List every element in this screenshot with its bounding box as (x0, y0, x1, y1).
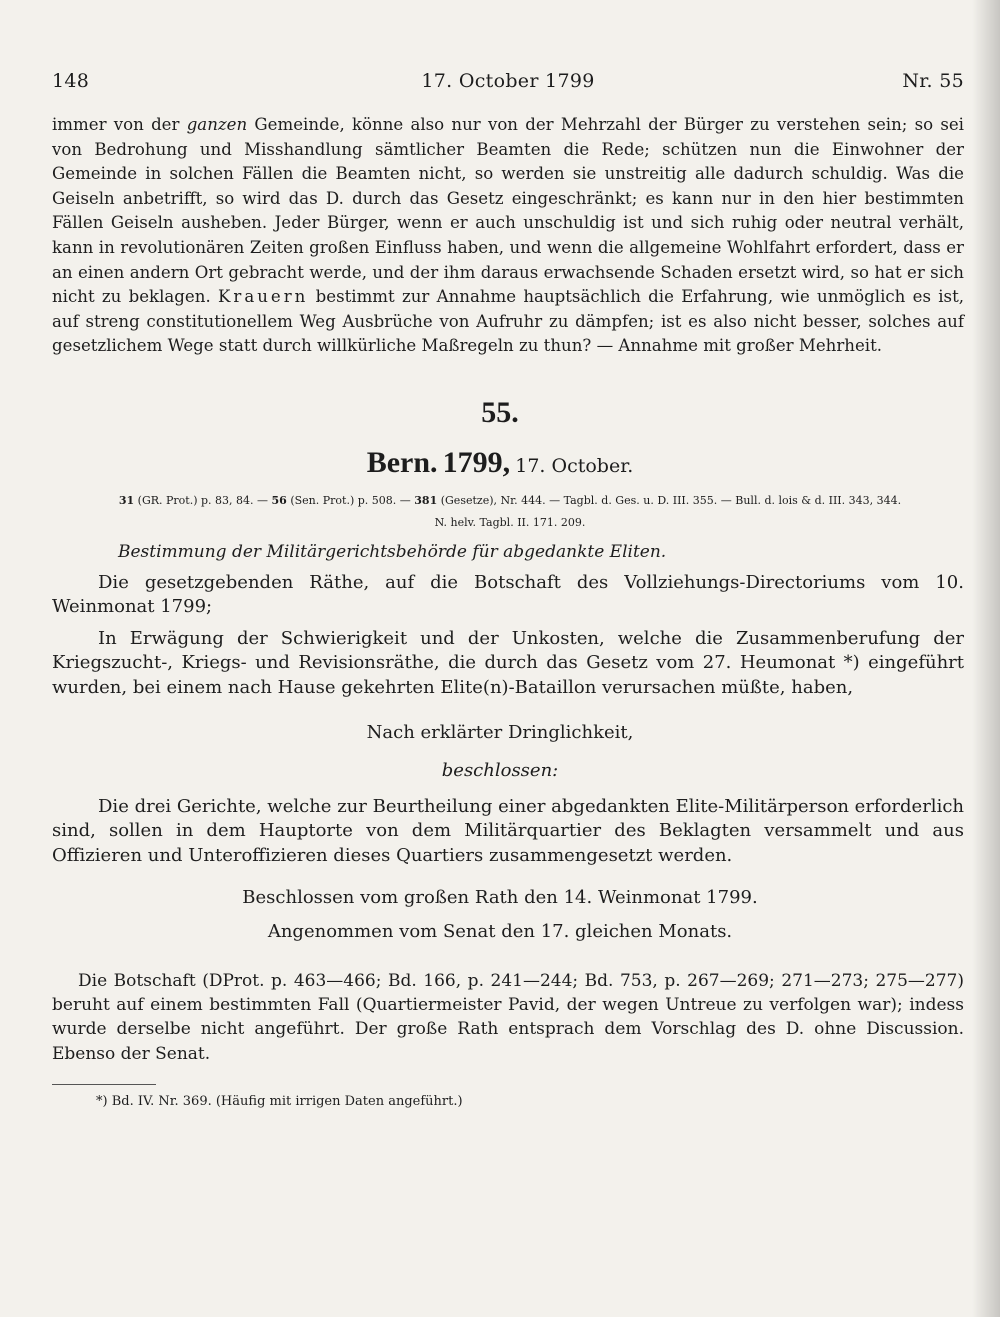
footnote-rule (52, 1084, 156, 1085)
header-date: 17. October 1799 (421, 70, 595, 92)
emphasis-ganzen: ganzen (186, 115, 248, 134)
section-title (0, 446, 1000, 480)
title-date: 17. October. (515, 455, 634, 477)
footnote: *) Bd. IV. Nr. 369. (Häufig mit irrigen Daten angeführt.) (96, 1094, 463, 1109)
header-number: Nr. 55 (902, 70, 964, 92)
ref-text: (GR. Prot.) p. 83, 84. — (134, 494, 272, 507)
references-line-1 (60, 490, 960, 512)
prior-text-paragraph (52, 113, 964, 359)
decree-paragraph-2: In Erwägung der Schwierigkeit und der Unkosten, welche die Zusammenberufung der Kriegszucht-, Kriegs- und Revisionsräthe, die durch das Gesetz vom 27. Heumonat *) eingeführt wurden, bei einem nach Hause gekehrten Elite(n)-Bataillon verursachen müßte, haben, (52, 628, 964, 698)
text-run: immer von der (52, 115, 187, 134)
ref-number: 31 (118, 494, 135, 507)
page-shadow-edge (972, 0, 1000, 1317)
ref-number: 381 (414, 494, 438, 507)
references-line-2: N. helv. Tagbl. II. 171. 209. (434, 516, 586, 529)
source-references (60, 490, 960, 534)
ref-number: 56 (271, 494, 287, 507)
decree-subject: Bestimmung der Militärgerichtsbehörde für abgedankte Eliten. (118, 542, 667, 562)
decree-paragraph-3: Die drei Gerichte, welche zur Beurtheilung einer abgedankten Elite-Militärperson erforderlich sind, sollen in dem Hauptorte von dem Militärquartier des Beklagten versammelt und aus Offizieren und Unteroffizieren dieses Quartiers zusammengesetzt werden. (52, 796, 964, 866)
title-year: 1799, (442, 446, 511, 479)
decree-paragraph-1: Die gesetzgebenden Räthe, auf die Botschaft des Vollziehungs-Directoriums vom 10. Weinmonat 1799; (52, 572, 964, 618)
running-header (52, 70, 964, 98)
resolved-line: beschlossen: (441, 760, 559, 781)
urgency-line: Nach erklärter Dringlichkeit, (366, 722, 634, 743)
editorial-note: Die Botschaft (DProt. p. 463—466; Bd. 166, p. 241—244; Bd. 753, p. 267—269; 271—273; 275—277) beruht auf einem bestimmten Fall (Quartiermeister Pavid, der wegen Untreue zu verfolgen war); indess wurde derselbe nicht angeführt. Der große Rath entsprach dem Vorschlag des D. ohne Discussion. Ebenso der Senat. (52, 971, 964, 1064)
accepted-line: Angenommen vom Senat den 17. gleichen Monats. (267, 921, 733, 942)
ref-text: (Sen. Prot.) p. 508. — (286, 494, 415, 507)
section-number: 55. (481, 396, 519, 429)
title-place: Bern. (366, 446, 438, 479)
passed-line: Beschlossen vom großen Rath den 14. Weinmonat 1799. (242, 887, 758, 908)
text-run: bestimmt zur Annahme hauptsächlich die Erfahrung, wie unmöglich es ist, auf streng constitutionellem Weg Ausbrüche von Aufruhr zu dämpfen; ist es also nicht besser, solches auf gesetzlichem Wege statt durch willkürliche Maßregeln zu thun? — Annahme mit großer Mehrheit. (52, 287, 965, 356)
spaced-name: Krauern (218, 287, 309, 307)
ref-text: (Gesetze), Nr. 444. — Tagbl. d. Ges. u. D. III. 355. — Bull. d. lois & d. III. 343, 344. (437, 494, 902, 507)
text-run: Gemeinde, könne also nur von der Mehrzahl der Bürger zu verstehen sein; so sei von Bedrohung und Misshandlung sämtlicher Beamten die Rede; schützen nun die Einwohner der Gemeinde in solchen Fällen die Beamten nicht, so werden sie unstreitig alle dadurch schuldig. Was die Geiseln anbetrifft, so wird das D. durch das Gesetz eingeschränkt; es kann nur in den hier bestimmten Fällen Geiseln ausheben. Jeder Bürger, wenn er auch unschuldig ist und sich ruhig oder neutral verhält, kann in revolutionären Zeiten großen Einfluss haben, und wenn die allgemeine Wohlfahrt erfordert, dass er an einen andern Ort gebracht werde, und der ihm daraus erwachsende Schaden ersetzt wird, so hat er sich nicht zu beklagen. (52, 115, 964, 307)
page-number: 148 (52, 70, 90, 92)
